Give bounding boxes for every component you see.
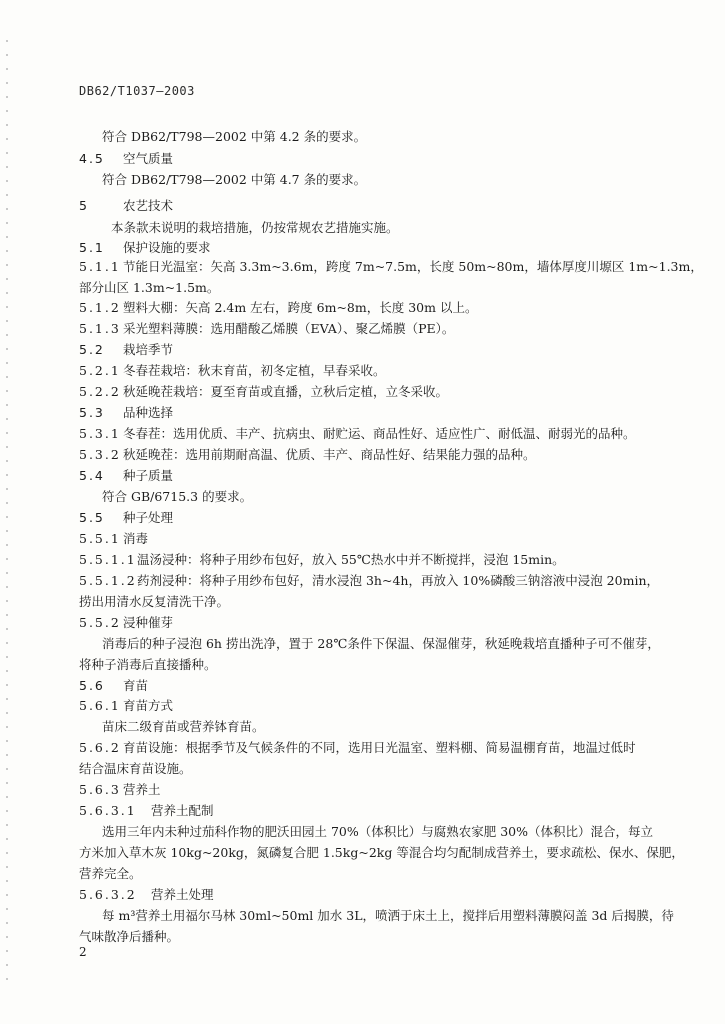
clause-line: 5.5.1.1温汤浸种：将种子用纱布包好，放入 55℃热水中并不断搅拌，浸泡 15min。 xyxy=(79,552,565,567)
paragraph-line: 本条款未说明的栽培措施，仍按常规农艺措施实施。 xyxy=(111,220,399,235)
clause-line: 5.3.1 冬春茬：选用优质、丰产、抗病虫、耐贮运、商品性好、适应性广、耐低温、耐弱光的品种。 xyxy=(79,426,636,441)
paragraph-line: 捞出用清水反复清洗干净。 xyxy=(79,594,230,609)
paragraph-line: 苗床二级育苗或营养钵育苗。 xyxy=(102,719,265,734)
clause-line: 5.3.2 秋延晚茬：选用前期耐高温、优质、丰产、商品性好、结果能力强的品种。 xyxy=(79,447,536,462)
section-heading: 5 农艺技术 xyxy=(79,198,174,213)
document-code: DB62/T1037—2003 xyxy=(79,84,195,98)
paragraph-line: 符合 DB62/T798—2002 中第 4.7 条的要求。 xyxy=(102,172,367,187)
paragraph-line: 消毒后的种子浸泡 6h 捞出洗净，置于 28℃条件下保温、保湿催芽，秋延晚栽培直播种子可不催芽， xyxy=(102,636,660,651)
paragraph-line: 方米加入草木灰 10kg~20kg，氮磷复合肥 1.5kg~2kg 等混合均匀配制成营养土，要求疏松、保水、保肥， xyxy=(79,845,684,860)
clause-line: 5.1.3 采光塑料薄膜：选用醋酸乙烯膜（EVA）、聚乙烯膜（PE）。 xyxy=(79,321,455,336)
clause-line: 5.2.1 冬春茬栽培：秋末育苗，初冬定植，早春采收。 xyxy=(79,363,386,378)
scan-edge-marks xyxy=(6,40,8,980)
clause-line: 5.1.1 节能日光温室：矢高 3.3m~3.6m，跨度 7m~7.5m，长度 50m~80m，墙体厚度川塬区 1m~1.3m， xyxy=(79,259,703,274)
clause-line: 5.6.3.2 营养土处理 xyxy=(79,887,214,902)
paragraph-line: 营养完全。 xyxy=(79,866,142,881)
paragraph-line: 每 m³营养土用福尔马林 30ml~50ml 加水 3L，喷洒于床土上，搅拌后用塑料薄膜闷盖 3d 后揭膜，待 xyxy=(102,908,674,923)
section-heading: 4.5 空气质量 xyxy=(79,151,174,166)
clause-line: 5.5.2 浸种催芽 xyxy=(79,615,174,630)
page-number: 2 xyxy=(79,945,87,959)
section-heading: 5.6 育苗 xyxy=(79,678,149,693)
paragraph-line: 将种子消毒后直接播种。 xyxy=(79,657,217,672)
clause-line: 5.6.1 育苗方式 xyxy=(79,698,174,713)
paragraph-line: 符合 DB62/T798—2002 中第 4.2 条的要求。 xyxy=(102,129,367,144)
paragraph-line: 部分山区 1.3m~1.5m。 xyxy=(79,280,220,295)
paragraph-line: 气味散净后播种。 xyxy=(79,929,180,944)
section-heading: 5.4 种子质量 xyxy=(79,468,174,483)
clause-line: 5.1.2 塑料大棚：矢高 2.4m 左右，跨度 6m~8m，长度 30m 以上。 xyxy=(79,300,478,315)
clause-line: 5.5.1 消毒 xyxy=(79,531,149,546)
paragraph-line: 结合温床育苗设施。 xyxy=(79,761,192,776)
clause-line: 5.6.2 育苗设施：根据季节及气候条件的不同，选用日光温室、塑料棚、简易温棚育苗，地温过低时 xyxy=(79,740,636,755)
clause-line: 5.6.3.1 营养土配制 xyxy=(79,803,214,818)
paragraph-line: 选用三年内未种过茄科作物的肥沃田园土 70%（体积比）与腐熟农家肥 30%（体积比）混合，每立 xyxy=(102,824,654,839)
section-heading: 5.5 种子处理 xyxy=(79,510,174,525)
paragraph-line: 符合 GB/6715.3 的要求。 xyxy=(102,489,253,504)
clause-line: 5.6.3 营养土 xyxy=(79,782,161,797)
section-heading: 5.1 保护设施的要求 xyxy=(79,240,211,255)
section-heading: 5.2 栽培季节 xyxy=(79,342,174,357)
section-heading: 5.3 品种选择 xyxy=(79,405,174,420)
clause-line: 5.2.2 秋延晚茬栽培：夏至育苗或直播，立秋后定植，立冬采收。 xyxy=(79,384,449,399)
clause-line: 5.5.1.2药剂浸种：将种子用纱布包好，清水浸泡 3h~4h，再放入 10%磷酸三钠溶液中浸泡 20min， xyxy=(79,573,659,588)
